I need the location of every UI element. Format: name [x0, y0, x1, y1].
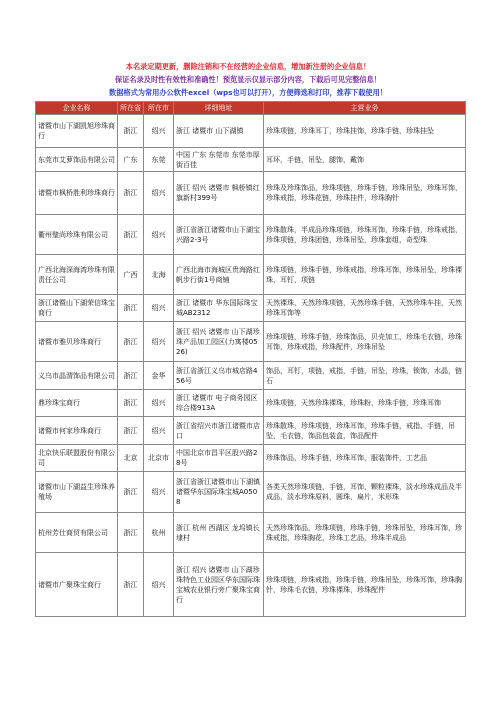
cell-business: 珍珠项链，珍珠手链，珍珠饰品，贝壳加工，珍珠毛衣链，珍珠耳饰，珍珠戒指，珍珠配件，珍珠吊坠 — [264, 322, 466, 362]
cell-province: 浙江 — [118, 172, 144, 215]
cell-business: 珍珠项链，珍珠手链，珍珠戒指，珍珠耳饰，珍珠吊坠，珍珠裸珠，耳钉，项链 — [264, 255, 466, 295]
cell-address: 浙江 绍兴 诸暨市 山下湖珍珠产品加工园区(力寓楼0526) — [174, 322, 264, 362]
company-table — [35, 101, 466, 617]
cell-province: 浙江 — [118, 417, 144, 445]
cell-city: 绍兴 — [144, 215, 174, 255]
cell-business: 珍珠项链，珍珠戒指，珍珠手链，珍珠吊坠，珍珠耳饰，珍珠胸针，珍珠毛衣链，珍珠裸珠，珍珠配件 — [264, 553, 466, 617]
table-row — [36, 255, 466, 295]
cell-province: 浙江 — [118, 553, 144, 617]
cell-address: 浙江省浙江诸暨市山下湖镇诸暨华东国际珠宝城A0508 — [174, 472, 264, 513]
cell-city: 绍兴 — [144, 322, 174, 362]
cell-city: 杭州 — [144, 513, 174, 553]
header-address: 详细地址 — [174, 102, 264, 115]
cell-city: 绍兴 — [144, 417, 174, 445]
cell-company-name: 衢州璧尚珍珠有限公司 — [36, 215, 118, 255]
cell-province: 广东 — [118, 148, 144, 172]
cell-address: 浙江 杭州 西湖区 龙坞镇长埭村 — [174, 513, 264, 553]
cell-business: 珍珠及珍珠饰品，珍珠项链，珍珠手链，珍珠吊坠，珍珠耳饰，珍珠戒指，珍珠花链，珍珠挂件，珍珠胸针 — [264, 172, 466, 215]
cell-city: 绍兴 — [144, 295, 174, 322]
notice-banner — [0, 60, 496, 99]
cell-company-name: 诸暨市何家珍珠商行 — [36, 417, 118, 445]
cell-company-name: 北京快乐联盟股份有限公司 — [36, 445, 118, 472]
cell-address: 浙江 诸暨市 山下湖镇 — [174, 115, 264, 148]
cell-address: 浙江 绍兴 诸暨市 山下湖珍珠特色工业园区华东国际珠宝城农业银行旁广聚珠宝商行 — [174, 553, 264, 617]
cell-province: 浙江 — [118, 513, 144, 553]
table-row — [36, 513, 466, 553]
notice-line-3: 数据格式为常用办公软件excel（wps也可以打开），方便筛选和打印，推荐下载使用！ — [109, 88, 387, 97]
cell-company-name: 东莞市艾萝饰品有限公司 — [36, 148, 118, 172]
header-company-name: 企业名称 — [36, 102, 118, 115]
table-row — [36, 553, 466, 617]
cell-company-name: 义乌市晶渭饰品有限公司 — [36, 362, 118, 390]
notice-line-2: 保证名录及时性有效性和准确性！预览显示仅显示部分内容，下载后可见完整信息！ — [115, 75, 381, 84]
cell-company-name: 诸暨市山下湖益生珍珠养殖场 — [36, 472, 118, 513]
table-row — [36, 322, 466, 362]
cell-province: 浙江 — [118, 472, 144, 513]
cell-city: 绍兴 — [144, 553, 174, 617]
cell-city: 东莞 — [144, 148, 174, 172]
cell-city: 金华 — [144, 362, 174, 390]
cell-business: 珍珠散珠，珍珠项链，珍珠耳饰，珍珠手链，戒指，手链，吊坠，毛衣链，饰品包装盒，饰品配件 — [264, 417, 466, 445]
table-row — [36, 172, 466, 215]
table-row — [36, 445, 466, 472]
cell-address: 浙江省浙江义乌市城店路456号 — [174, 362, 264, 390]
cell-company-name: 诸暨市山下湖凯旭珍珠商行 — [36, 115, 118, 148]
table-row — [36, 390, 466, 417]
cell-province: 浙江 — [118, 362, 144, 390]
table-row — [36, 417, 466, 445]
cell-address: 中国 广东 东莞市 东莞市厚街百佳 — [174, 148, 264, 172]
notice-line-1: 本名录定期更新，删除注销和不在经营的企业信息，增加新注册的企业信息！ — [125, 62, 371, 71]
cell-business: 天然珍珠饰品，珍珠项链，珍珠手链，珍珠吊坠，珍珠耳饰，珍珠戒指，珍珠胸花，珍珠工艺品，珍珠半成品 — [264, 513, 466, 553]
cell-address: 中国北京市昌平区股兴路28号 — [174, 445, 264, 472]
cell-province: 广西 — [118, 255, 144, 295]
cell-address: 浙江 绍兴 诸暨市 枫桥镇红旗新村399号 — [174, 172, 264, 215]
cell-company-name: 鼎珍珠宝商行 — [36, 390, 118, 417]
table-header-row — [36, 102, 466, 115]
cell-company-name: 诸暨市雅贝珍珠商行 — [36, 322, 118, 362]
cell-company-name: 诸暨市枫桥胜利珍珠商行 — [36, 172, 118, 215]
header-city: 所在市 — [144, 102, 174, 115]
cell-city: 北京市 — [144, 445, 174, 472]
header-business: 主营业务 — [264, 102, 466, 115]
cell-address: 广西北海市海城区贵海路红帆步行街1号商铺 — [174, 255, 264, 295]
cell-city: 绍兴 — [144, 472, 174, 513]
cell-address: 浙江省浙江诸暨市山下湖宝兴路2-3号 — [174, 215, 264, 255]
cell-province: 浙江 — [118, 295, 144, 322]
table-row — [36, 472, 466, 513]
cell-address: 浙江省绍兴市浙江诸暨市店口 — [174, 417, 264, 445]
cell-city: 北海 — [144, 255, 174, 295]
cell-address: 浙江 诸暨市 电子商务园区综合楼913A — [174, 390, 264, 417]
cell-province: 北京 — [118, 445, 144, 472]
cell-company-name: 诸暨市广聚珠宝商行 — [36, 553, 118, 617]
cell-province: 浙江 — [118, 322, 144, 362]
cell-city: 绍兴 — [144, 115, 174, 148]
table-row — [36, 362, 466, 390]
cell-business: 各类天然珍珠项链，手链，耳饰，颗粒裸珠，淡水珍珠成品及半成品，淡水珍珠原料，圆珠，扁片，米形珠 — [264, 472, 466, 513]
cell-company-name: 浙江诸暨山下湖荣信珠宝商行 — [36, 295, 118, 322]
cell-business: 珍珠项链，珍珠耳丁，珍珠挂饰，珍珠手链，珍珠挂坠 — [264, 115, 466, 148]
cell-business: 珍珠饰品，珍珠手链，珍珠耳饰，服装饰件，工艺品 — [264, 445, 466, 472]
cell-address: 浙江 诸暨市 华东国际珠宝城AB2312 — [174, 295, 264, 322]
table-row — [36, 148, 466, 172]
cell-province: 浙江 — [118, 390, 144, 417]
cell-business: 珍珠散珠，半成品珍珠项链，珍珠耳饰，珍珠手链，珍珠戒指，珍珠项链，珍珠团链，珍珠吊坠，珍珠套组，奇型珠 — [264, 215, 466, 255]
cell-company-name: 广西北海深海湾珍珠有限责任公司 — [36, 255, 118, 295]
cell-province: 浙江 — [118, 215, 144, 255]
table-row — [36, 295, 466, 322]
table-row — [36, 115, 466, 148]
cell-business: 珍珠项链，天然珍珠裸珠，珍珠粉，珍珠手链，珍珠耳饰 — [264, 390, 466, 417]
cell-business: 天然裸珠，天然珍珠项链，天然珍珠手链，天然珍珠车挂，天然珍珠耳饰等 — [264, 295, 466, 322]
header-province: 所在省 — [118, 102, 144, 115]
cell-city: 绍兴 — [144, 172, 174, 215]
cell-city: 绍兴 — [144, 390, 174, 417]
cell-province: 浙江 — [118, 115, 144, 148]
table-row — [36, 215, 466, 255]
cell-business: 饰品，耳钉，项链，戒指，手链，吊坠，珍珠，锁饰，水晶，链石 — [264, 362, 466, 390]
cell-business: 耳环，手链，吊坠，腿饰，戴饰 — [264, 148, 466, 172]
cell-company-name: 杭州芳仕商贸有限公司 — [36, 513, 118, 553]
